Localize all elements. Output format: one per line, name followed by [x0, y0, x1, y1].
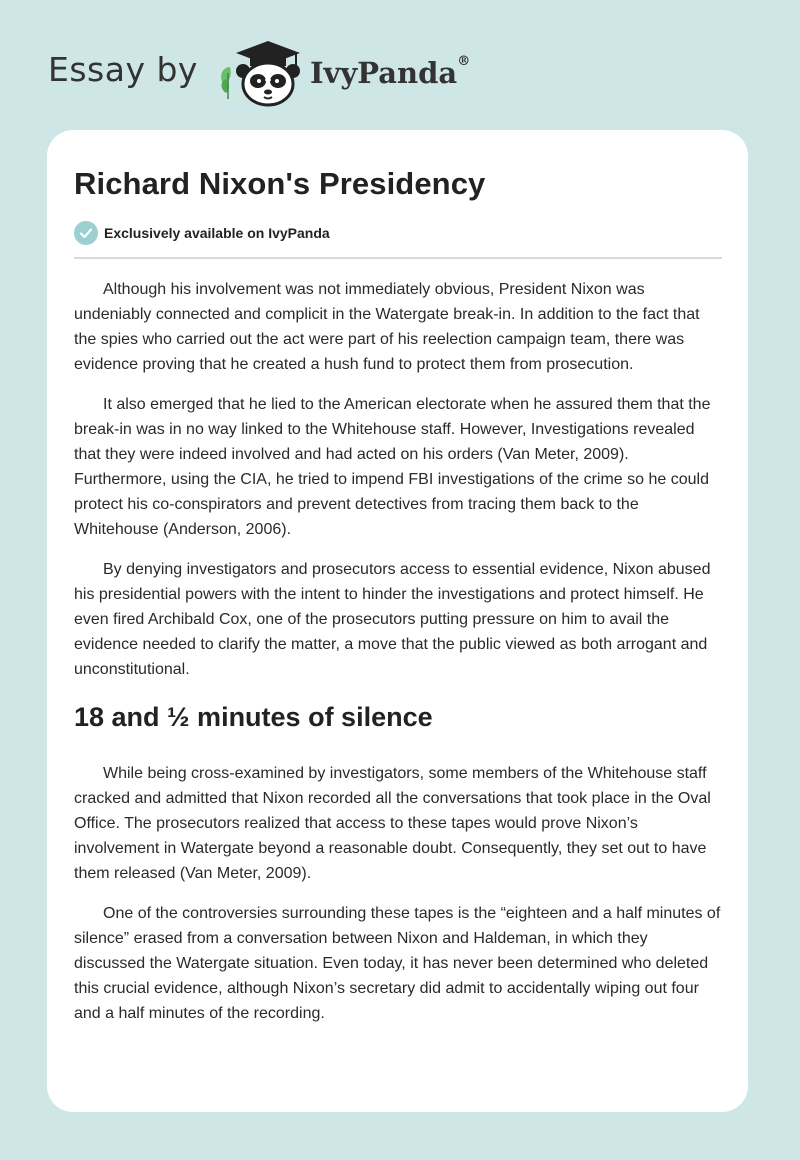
- check-icon: [74, 221, 98, 245]
- panda-logo-icon: [216, 37, 306, 107]
- page-title: Richard Nixon's Presidency: [74, 166, 486, 201]
- section-heading: 18 and ½ minutes of silence: [74, 702, 433, 732]
- essay-card: [47, 130, 748, 1112]
- paragraph: Although his involvement was not immediately obvious, President Nixon was undeniably connected and complicit in the Watergate break-in. In addition to the fact that the spies who carried out the act were part of his reelection campaign team, there was evidence proving that he created a hush fund to protect them from prosecution.: [74, 281, 700, 373]
- divider: [74, 257, 722, 259]
- exclusive-badge: [74, 221, 722, 245]
- brand-prefix: Essay by: [48, 49, 198, 89]
- brand-header[interactable]: [48, 36, 470, 108]
- paragraph: It also emerged that he lied to the American electorate when he assured them that the break-in was in no way linked to the Whitehouse staff. However, Investigations revealed that they were indeed involved and had acted on his orders (Van Meter, 2009). Furthermore, using the CIA, he tried to impend FBI investigations of the crime so he could protect his co-conspirators and prevent detectives from tracing them back to the Whitehouse (Anderson, 2006).: [74, 396, 711, 538]
- paragraph: One of the controversies surrounding these tapes is the “eighteen and a half minutes of silence” erased from a conversation between Nixon and Haldeman, in which they discussed the Watergate situation. Even today, it has never been determined who deleted this crucial evidence, although Nixon’s secretary did admit to accidentally wiping out four and a half minutes of the recording.: [74, 905, 721, 1022]
- paragraph: While being cross-examined by investigators, some members of the Whitehouse staff cracked and admitted that Nixon recorded all the conversations that took place in the Oval Office. The prosecutors realized that access to these tapes would prove Nixon’s involvement in Watergate beyond a reasonable doubt. Consequently, they set out to have them released (Van Meter, 2009).: [74, 765, 711, 882]
- badge-text: Exclusively available on IvyPanda: [104, 225, 330, 241]
- paragraph: By denying investigators and prosecutors access to essential evidence, Nixon abused his presidential powers with the intent to hinder the investigations and protect himself. He even fired Archibald Cox, one of the prosecutors putting pressure on him to avail the evidence needed to clarify the matter, a move that the public viewed as both arrogant and unconstitutional.: [74, 561, 711, 678]
- brand-name: IvyPanda®: [309, 54, 471, 90]
